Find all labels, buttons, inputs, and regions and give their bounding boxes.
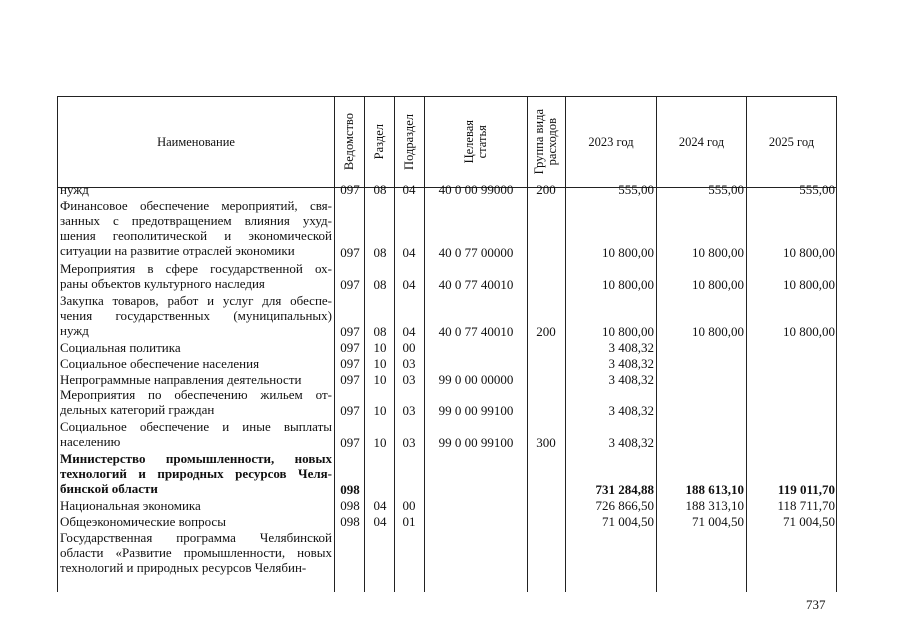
header-name-label: Наименование — [157, 134, 235, 149]
cell-gruppa: 300 — [536, 434, 556, 450]
header-vedomstvo — [334, 96, 364, 188]
row-name — [60, 498, 332, 513]
cell-2023: 71 004,50 — [602, 513, 654, 529]
cell-2023: 726 866,50 — [595, 498, 654, 513]
cell-vedomstvo: 098 — [340, 482, 360, 498]
row-name-line: Мероприятия в сфере государственной ох- — [60, 261, 332, 276]
header-razdel-label: Раздел — [371, 124, 386, 160]
row-name-line: Непрограммные направления деятельности — [60, 371, 302, 387]
row-name-line: ситуации на развитие отраслей экономики — [60, 242, 295, 258]
column-rule — [836, 188, 837, 592]
row-name — [60, 261, 332, 291]
cell-razdel: 10 — [373, 355, 387, 371]
cell-vedomstvo: 098 — [340, 513, 360, 529]
column-rule — [57, 188, 58, 592]
row-name-line: нужд — [60, 182, 89, 197]
cell-2024: 555,00 — [708, 182, 744, 197]
cell-2023: 3 408,32 — [608, 355, 654, 371]
header-vedomstvo-label: Ведомство — [341, 113, 356, 171]
cell-razdel: 10 — [373, 340, 387, 355]
cell-2023: 3 408,32 — [608, 371, 654, 387]
cell-vedomstvo: 097 — [340, 434, 360, 450]
row-name-line: Социальное обеспечение и иные выплаты — [60, 419, 332, 434]
cell-podrazdel: 04 — [402, 276, 416, 292]
cell-vedomstvo: 097 — [340, 355, 360, 371]
row-name-line: Общеэкономические вопросы — [60, 513, 226, 529]
cell-vedomstvo: 097 — [340, 182, 360, 197]
column-rule — [424, 188, 425, 592]
cell-2023: 10 800,00 — [602, 324, 654, 340]
row-name-line: дельных категорий граждан — [60, 402, 215, 418]
cell-2025: 10 800,00 — [783, 324, 835, 340]
cell-vedomstvo: 097 — [340, 340, 360, 355]
cell-celevaya: 40 0 77 40010 — [438, 276, 514, 292]
cell-razdel: 10 — [373, 434, 387, 450]
cell-vedomstvo: 097 — [340, 324, 360, 340]
cell-2024: 188 613,10 — [685, 482, 744, 498]
cell-celevaya: 99 0 00 00000 — [438, 371, 514, 387]
row-name-line: бинской области — [60, 480, 158, 496]
cell-2024: 10 800,00 — [692, 324, 744, 340]
row-name-line: Мероприятия по обеспечению жильем от- — [60, 387, 332, 403]
cell-vedomstvo: 097 — [340, 371, 360, 387]
header-celevaya-line2: статья — [475, 125, 489, 159]
row-name-line: шения геополитической и экономической — [60, 227, 332, 243]
row-name — [60, 514, 332, 529]
row-name-line: Государственная программа Челябинской — [60, 529, 332, 545]
header-gruppa — [527, 96, 565, 188]
cell-podrazdel: 04 — [402, 245, 416, 261]
row-name-line: Закупка товаров, работ и услуг для обеспе- — [60, 292, 332, 308]
row-name — [60, 198, 332, 258]
column-rule — [334, 188, 335, 592]
header-celevaya-line1: Целевая — [461, 120, 476, 164]
cell-2023: 555,00 — [618, 182, 654, 197]
header-gruppa-line1: Группа вида — [532, 109, 547, 175]
cell-2025: 555,00 — [799, 182, 835, 197]
row-name-line: нужд — [60, 322, 89, 338]
header-celevaya — [424, 96, 527, 188]
cell-celevaya: 40 0 00 99000 — [438, 182, 514, 197]
cell-2024: 188 313,10 — [685, 498, 744, 513]
cell-razdel: 08 — [373, 276, 387, 292]
cell-2023: 10 800,00 — [602, 276, 654, 292]
cell-razdel: 04 — [373, 513, 387, 529]
row-name-line: области «Развитие промышленности, новых — [60, 544, 332, 560]
cell-razdel: 10 — [373, 403, 387, 419]
cell-2025: 119 011,70 — [777, 482, 835, 498]
cell-vedomstvo: 097 — [340, 245, 360, 261]
row-name-line: Финансовое обеспечение мероприятий, свя- — [60, 197, 332, 213]
row-name — [60, 419, 332, 449]
header-gruppa-label — [533, 109, 559, 174]
row-name — [60, 372, 332, 387]
row-name — [60, 530, 332, 575]
cell-gruppa: 200 — [536, 324, 556, 340]
column-rule — [656, 188, 657, 592]
cell-podrazdel: 04 — [402, 182, 416, 197]
cell-razdel: 08 — [373, 245, 387, 261]
cell-2024: 71 004,50 — [692, 513, 744, 529]
header-2025 — [746, 96, 837, 188]
cell-celevaya: 40 0 77 00000 — [438, 245, 514, 261]
cell-vedomstvo: 097 — [340, 276, 360, 292]
cell-podrazdel: 03 — [402, 371, 416, 387]
cell-2025: 10 800,00 — [783, 245, 835, 261]
cell-2025: 118 711,70 — [777, 498, 835, 513]
header-2024 — [656, 96, 746, 188]
row-name-line: занных с предотвращением влияния ухуд- — [60, 212, 332, 228]
row-name-line: Министерство промышленности, новых — [60, 450, 332, 466]
cell-2023: 3 408,32 — [608, 434, 654, 450]
header-name — [57, 96, 334, 188]
cell-2025: 10 800,00 — [783, 276, 835, 292]
column-rule — [364, 188, 365, 592]
header-2024-label: 2024 год — [678, 134, 725, 149]
row-name-line: Социальная политика — [60, 340, 181, 355]
cell-podrazdel: 03 — [402, 355, 416, 371]
row-name-line: Национальная экономика — [60, 498, 201, 513]
header-2025-label: 2025 год — [768, 134, 815, 149]
header-podrazdel — [394, 96, 424, 188]
column-rule — [527, 188, 528, 592]
row-name — [60, 182, 332, 197]
cell-podrazdel: 04 — [402, 324, 416, 340]
row-name-line: технологий и природных ресурсов Челябин- — [60, 559, 307, 575]
cell-razdel: 08 — [373, 324, 387, 340]
cell-2024: 10 800,00 — [692, 276, 744, 292]
header-2023-label: 2023 год — [588, 134, 634, 149]
header-celevaya-label — [463, 120, 489, 163]
row-name — [60, 340, 332, 355]
row-name-line: раны объектов культурного наследия — [60, 276, 265, 291]
cell-podrazdel: 03 — [402, 403, 416, 419]
cell-vedomstvo: 097 — [340, 403, 360, 419]
row-name — [60, 451, 332, 496]
cell-celevaya: 99 0 00 99100 — [438, 403, 514, 419]
cell-celevaya: 40 0 77 40010 — [438, 324, 514, 340]
cell-razdel: 10 — [373, 371, 387, 387]
cell-podrazdel: 00 — [402, 340, 416, 355]
row-name — [60, 387, 332, 417]
header-2023 — [565, 96, 656, 188]
cell-vedomstvo: 098 — [340, 498, 360, 513]
row-name-line: чения государственных (муниципальных) — [60, 307, 332, 323]
cell-podrazdel: 01 — [402, 513, 416, 529]
column-rule — [746, 188, 747, 592]
cell-razdel: 08 — [373, 182, 387, 197]
cell-2024: 10 800,00 — [692, 245, 744, 261]
column-rule — [394, 188, 395, 592]
cell-2023: 731 284,88 — [595, 482, 654, 498]
row-name — [60, 356, 332, 371]
cell-podrazdel: 03 — [402, 434, 416, 450]
cell-2025: 71 004,50 — [783, 513, 835, 529]
row-name-line: Социальное обеспечение населения — [60, 355, 260, 371]
row-name-line: населению — [60, 434, 121, 449]
row-name — [60, 293, 332, 338]
cell-podrazdel: 00 — [402, 498, 416, 513]
cell-razdel: 04 — [373, 498, 387, 513]
header-podrazdel-label: Подраздел — [401, 114, 416, 170]
cell-2023: 10 800,00 — [602, 245, 654, 261]
header-gruppa-line2: расходов — [545, 118, 560, 166]
cell-2023: 3 408,32 — [608, 403, 654, 419]
cell-celevaya: 99 0 00 99100 — [438, 434, 514, 450]
header-razdel — [364, 96, 394, 188]
row-name-line: технологий и природных ресурсов Челя- — [60, 465, 332, 481]
cell-2023: 3 408,32 — [608, 340, 654, 355]
cell-gruppa: 200 — [536, 182, 556, 197]
page-number: 737 — [806, 597, 826, 612]
